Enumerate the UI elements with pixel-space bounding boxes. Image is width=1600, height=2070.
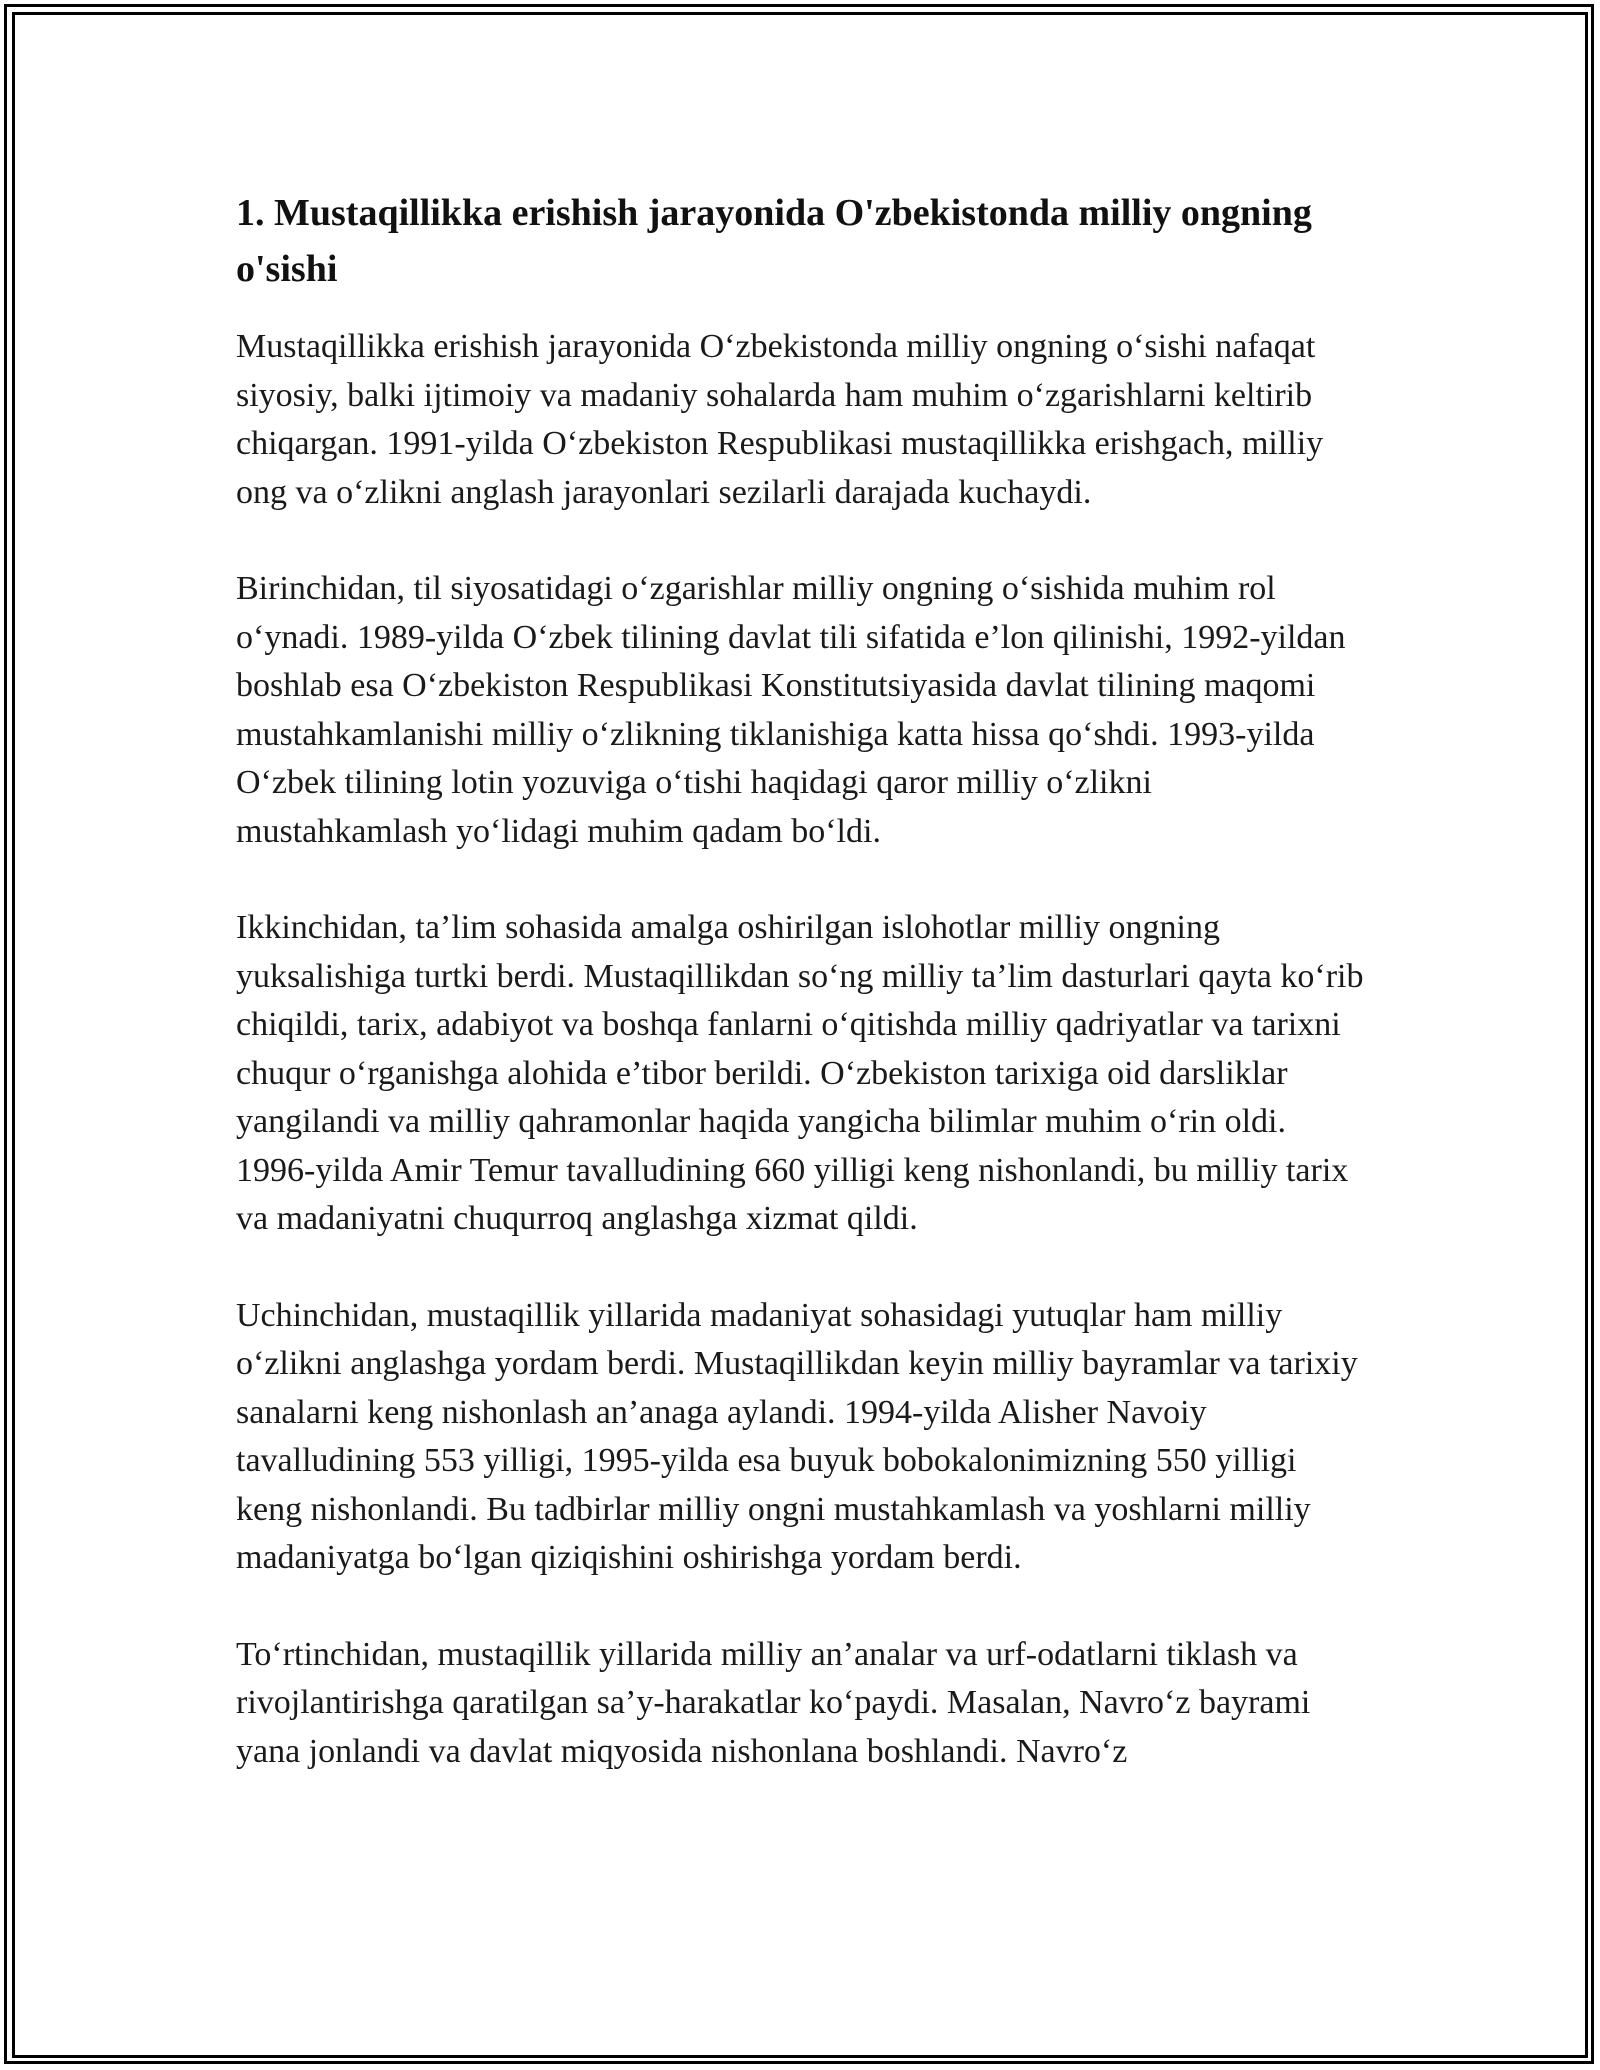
paragraph-first: Birinchidan, til siyosatidagi o‘zgarishlar milliy ongning o‘sishida muhim rol o‘ynadi. 1989-yilda O‘zbek tilining davlat tili sifatida e’lon qilinishi, 1992-yildan boshlab esa O‘zbekiston Respublikasi Konstitutsiyasida davlat tilining maqomi mustahkamlanishi milliy o‘zlikning tiklanishiga katta hissa qo‘shdi. 1993-yilda O‘zbek tilining lotin yozuviga o‘tishi haqidagi qaror milliy o‘zlikni mustahkamlash yo‘lidagi muhim qadam bo‘ldi. <box>236 570 1346 850</box>
paragraph-second: Ikkinchidan, ta’lim sohasida amalga oshirilgan islohotlar milliy ongning yuksalishiga turtki berdi. Mustaqillikdan so‘ng milliy ta’lim dasturlari qayta ko‘rib chiqildi, tarix, adabiyot va boshqa fanlarni o‘qitishda milliy qadriyatlar va tarixni chuqur o‘rganishga alohida e’tibor berildi. O‘zbekiston tarixiga oid darsliklar yangilandi va milliy qahramonlar haqida yangicha bilimlar muhim o‘rin oldi. 1996-yilda Amir Temur tavalludining 660 yilligi keng nishonlandi, bu milliy tarix va madaniyatni chuqurroq anglashga xizmat qildi. <box>236 909 1364 1237</box>
paragraph-third: Uchinchidan, mustaqillik yillarida madaniyat sohasidagi yutuqlar ham milliy o‘zlikni anglashga yordam berdi. Mustaqillikdan keyin milliy bayramlar va tarixiy sanalarni keng nishonlash an’anaga aylandi. 1994-yilda Alisher Navoiy tavalludining 553 yilligi, 1995-yilda esa buyuk bobokalonimizning 550 yilligi keng nishonlandi. Bu tadbirlar milliy ongni mustahkamlash va yoshlarni milliy madaniyatga bo‘lgan qiziqishini oshirishga yordam berdi. <box>236 1296 1358 1576</box>
paragraph-intro: Mustaqillikka erishish jarayonida O‘zbekistonda milliy ongning o‘sishi nafaqat siyosiy, balki ijtimoiy va madaniy sohalarda ham muhim o‘zgarishlarni keltirib chiqargan. 1991-yilda O‘zbekiston Respublikasi mustaqillikka erishgach, milliy ong va o‘zlikni anglash jarayonlari sezilarli darajada kuchaydi. <box>236 328 1324 511</box>
paragraph-fourth: To‘rtinchidan, mustaqillik yillarida milliy an’analar va urf-odatlarni tiklash va rivojlantirishga qaratilgan sa’y-harakatlar ko‘paydi. Masalan, Navro‘z bayrami yana jonlandi va davlat miqyosida nishonlana boshlandi. Navro‘z <box>236 1635 1311 1770</box>
document-body <box>236 185 1366 1824</box>
section-heading: 1. Mustaqillikka erishish jarayonida O'zbekistonda milliy ongning o'sishi <box>236 192 1312 290</box>
